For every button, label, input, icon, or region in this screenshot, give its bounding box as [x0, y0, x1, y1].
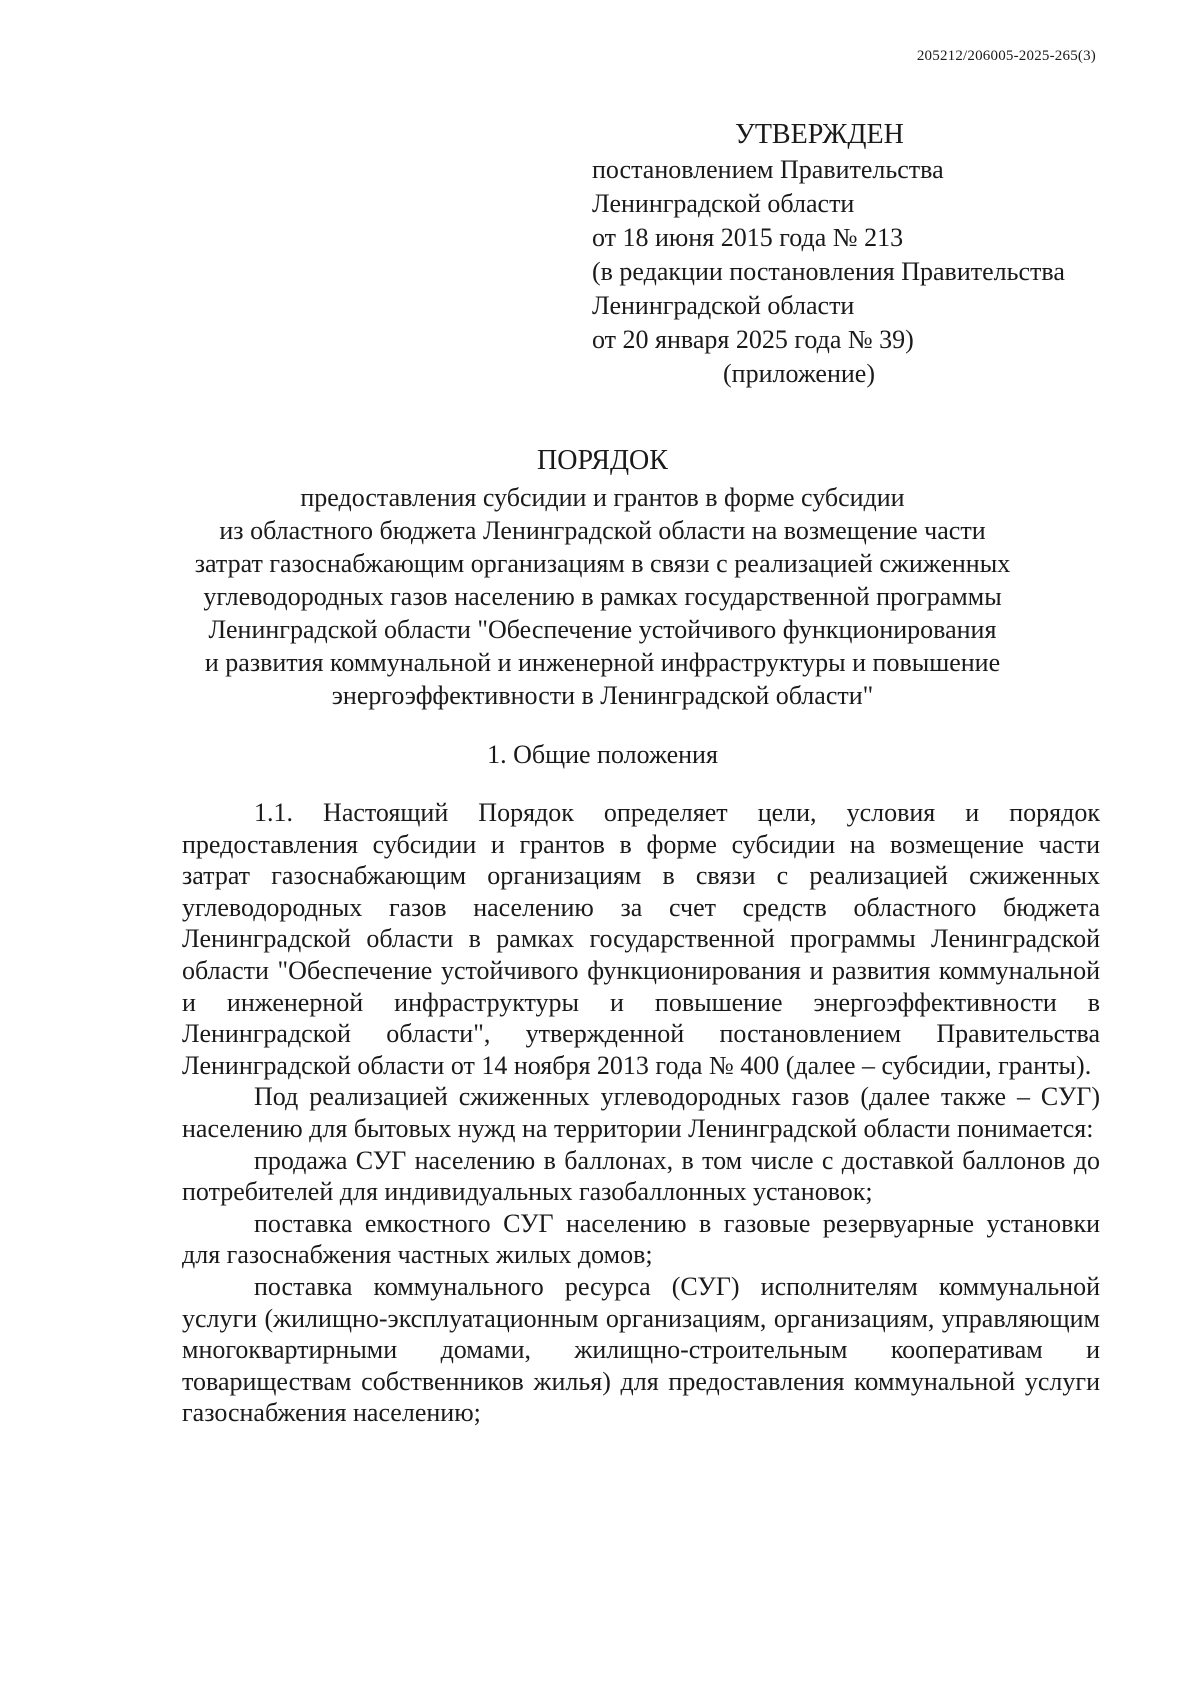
- document-subtitle-line: Ленинградской области "Обеспечение устойчивого функционирования: [208, 615, 997, 644]
- section-body: [182, 797, 1100, 1429]
- document-subtitle-line: углеводородных газов населению в рамках государственной программы: [203, 582, 1002, 611]
- paragraph: продажа СУГ населению в баллонах, в том числе с доставкой баллонов до потребителей для индивидуальных газобаллонных установок;: [182, 1145, 1100, 1207]
- approval-line: от 18 июня 2015 года № 213: [592, 223, 904, 252]
- paragraph: Под реализацией сжиженных углеводородных газов (далее также – СУГ) населению для бытовых нужд на территории Ленинградской области понимается:: [182, 1082, 1100, 1143]
- approval-line: (в редакции постановления Правительства: [592, 257, 1065, 286]
- document-subtitle-line: энергоэффективности в Ленинградской области": [331, 681, 874, 710]
- document-subtitle-line: из областного бюджета Ленинградской области на возмещение части: [219, 516, 986, 545]
- paragraph: поставка коммунального ресурса (СУГ) исполнителям коммунальной услуги (жилищно-эксплуатационным организациям, организациям, управляющим многоквартирными домами, жилищно-строительным кооперативам и товариществам собственников жилья) для предоставления коммунальной услуги газоснабжения населению;: [182, 1271, 1100, 1428]
- paragraph: 1.1. Настоящий Порядок определяет цели, условия и порядок предоставления субсидии и грантов в форме субсидии на возмещение части затрат газоснабжающим организациям в связи с реализацией сжиженных углеводородных газов населению за счет средств областного бюджета Ленинградской области в рамках государственной программы Ленинградской области "Обеспечение устойчивого функционирования и развития коммунальной и инженерной инфраструктуры и повышение энергоэффективности в Ленинградской области", утвержденной постановлением Правительства Ленинградской области от 14 ноября 2013 года № 400 (далее – субсидии, гранты).: [182, 798, 1100, 1080]
- paragraph: поставка емкостного СУГ населению в газовые резервуарные установки для газоснабжения частных жилых домов;: [182, 1208, 1100, 1270]
- approval-stamp-block: [592, 118, 1132, 391]
- document-registration-code: 205212/206005-2025-265(3): [916, 48, 1096, 64]
- approval-line: Ленинградской области: [592, 291, 855, 320]
- approval-line: Ленинградской области: [592, 189, 855, 218]
- approval-line: от 20 января 2025 года № 39): [592, 325, 914, 354]
- approval-line: постановлением Правительства: [592, 155, 944, 184]
- document-title: ПОРЯДОК: [537, 445, 668, 476]
- document-subtitle-line: предоставления субсидии и грантов в форме субсидии: [300, 483, 905, 512]
- section-heading: 1. Общие положения: [487, 740, 718, 769]
- approval-appendix-note: (приложение): [723, 359, 876, 388]
- approval-title: УТВЕРЖДЕН: [735, 119, 904, 150]
- document-subtitle-line: затрат газоснабжающим организациям в связи с реализацией сжиженных: [194, 549, 1011, 578]
- document-title-block: [150, 444, 1055, 712]
- document-subtitle-line: и развития коммунальной и инженерной инфраструктуры и повышение: [204, 648, 1001, 677]
